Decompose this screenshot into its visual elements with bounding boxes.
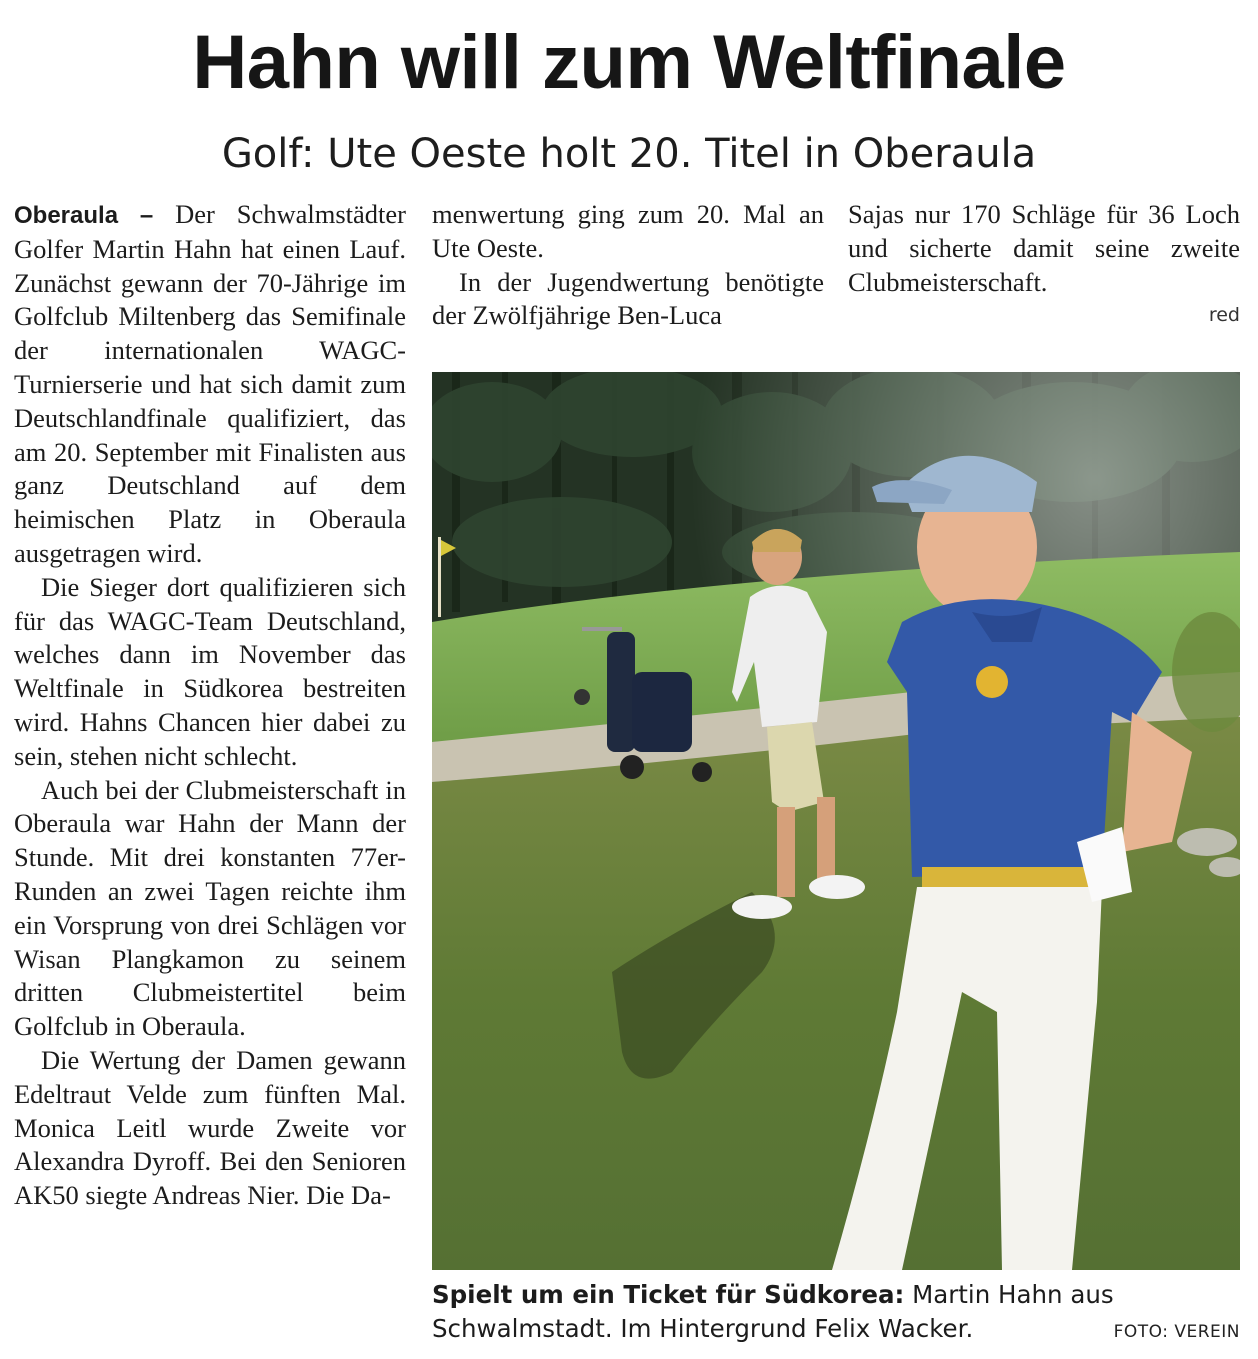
paragraph-text: Der Schwalmstädter Golfer Martin Hahn hat einen Lauf. Zunächst gewann der 70-Jährige im Golfclub Miltenberg das Semifinale der internationalen WAGC-Turnierserie und hat sich damit zum Deutschlandfinale qualifiziert, das am 20. September mit Finalisten aus ganz Deutschland auf dem heimischen Platz in Oberaula ausgetragen wird. <box>14 199 406 568</box>
article-paragraph: menwertung ging zum 20. Mal an Ute Oeste. <box>432 199 824 263</box>
photo-credit: FOTO: VEREIN <box>1113 1322 1240 1342</box>
article-column-1 <box>14 198 406 1213</box>
article-column-3 <box>848 198 1240 299</box>
headline: Hahn will zum Weltfinale <box>192 20 1066 105</box>
subheadline: Golf: Ute Oeste holt 20. Titel in Oberaula <box>221 131 1037 177</box>
caption-lead: Spielt um ein Ticket für Südkorea: <box>432 1280 905 1309</box>
article-column-2 <box>432 198 824 333</box>
golf-photo <box>432 372 1240 1270</box>
caption-text: Martin Hahn aus Schwalmstadt. Im Hintergrund Felix Wacker. <box>432 1280 1114 1343</box>
article-paragraph: Die Sieger dort qualifizieren sich für das WAGC-Team Deutschland, welches dann im November das Weltfinale in Südkorea bestreiten wird. Hahns Chancen hier dabei zu sein, stehen nicht schlecht. <box>14 571 406 771</box>
author-signature: red <box>1208 304 1240 326</box>
article-paragraph: In der Jugendwertung benötigte der Zwölfjährige Ben-Luca <box>432 266 824 331</box>
article-paragraph <box>14 198 406 571</box>
article-paragraph: Auch bei der Clubmeisterschaft in Oberaula war Hahn der Mann der Stunde. Mit drei konstanten 77er-Runden an zwei Tagen reichte ihm ein Vorsprung von drei Schlägen vor Wisan Plangkamon zu seinem dritten Clubmeistertitel beim Golfclub in Oberaula. <box>14 774 406 1042</box>
article-paragraph: Sajas nur 170 Schläge für 36 Loch und sicherte damit seine zweite Clubmeisterschaft. <box>848 199 1240 297</box>
article-paragraph: Die Wertung der Damen gewann Edeltraut Velde zum fünften Mal. Monica Leitl wurde Zweite vor Alexandra Dyroff. Bei den Senioren AK50 siegte Andreas Nier. Die Da- <box>14 1044 406 1211</box>
dateline: Oberaula – <box>14 202 154 229</box>
